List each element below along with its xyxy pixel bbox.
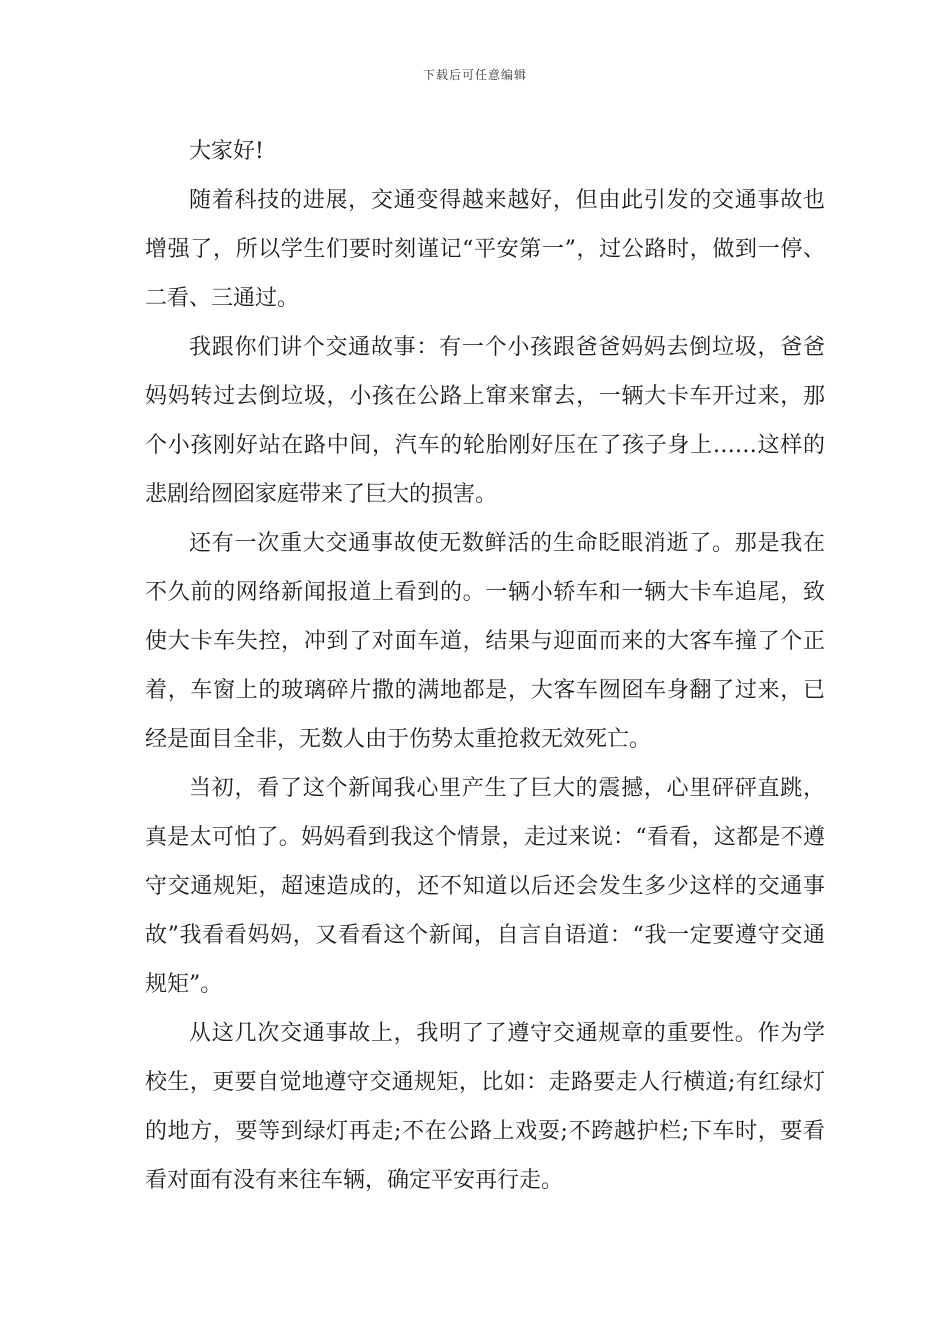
paragraph-conclusion: 从这几次交通事故上，我明了了遵守交通规章的重要性。作为学校生，更要自觉地遵守交通规矩，比如：走路要走人行横道;有红绿灯的地方，要等到绿灯再走;不在公路上戏耍;不跨越护栏;下车时，要看看对面有没有来往车辆，确定平安再行走。	[145, 1021, 825, 1193]
paragraph-safety-first: 随着科技的进展，交通变得越来越好，但由此引发的交通事故也增强了，所以学生们要时刻谨记“平安第一”，过公路时，做到一停、二看、三通过。	[145, 188, 825, 311]
greeting: 大家好!	[189, 139, 264, 164]
page-header: 下载后可任意编辑	[422, 68, 527, 82]
document-body	[145, 127, 825, 1205]
paragraph-mother-comment: 当初，看了这个新闻我心里产生了巨大的震撼，心里砰砰直跳，真是太可怕了。妈妈看到我这个情景，走过来说：“看看，这都是不遵守交通规矩，超速造成的，还不知道以后还会发生多少这样的交通事故”我看看妈妈，又看看这个新闻，自言自语道：“我一定要遵守交通规矩”。	[145, 776, 825, 997]
paragraph-child-story: 我跟你们讲个交通故事：有一个小孩跟爸爸妈妈去倒垃圾，爸爸妈妈转过去倒垃圾，小孩在公路上窜来窜去，一辆大卡车开过来，那个小孩刚好站在路中间，汽车的轮胎刚好压在了孩子身上……这样的悲剧给囫囵家庭带来了巨大的损害。	[145, 335, 825, 507]
paragraph-bus-accident: 还有一次重大交通事故使无数鲜活的生命眨眼消逝了。那是我在不久前的网络新闻报道上看到的。一辆小轿车和一辆大卡车追尾，致使大卡车失控，冲到了对面车道，结果与迎面而来的大客车撞了个正着，车窗上的玻璃碎片撒的满地都是，大客车囫囵车身翻了过来，已经是面目全非，无数人由于伤势太重抢救无效死亡。	[145, 531, 825, 752]
